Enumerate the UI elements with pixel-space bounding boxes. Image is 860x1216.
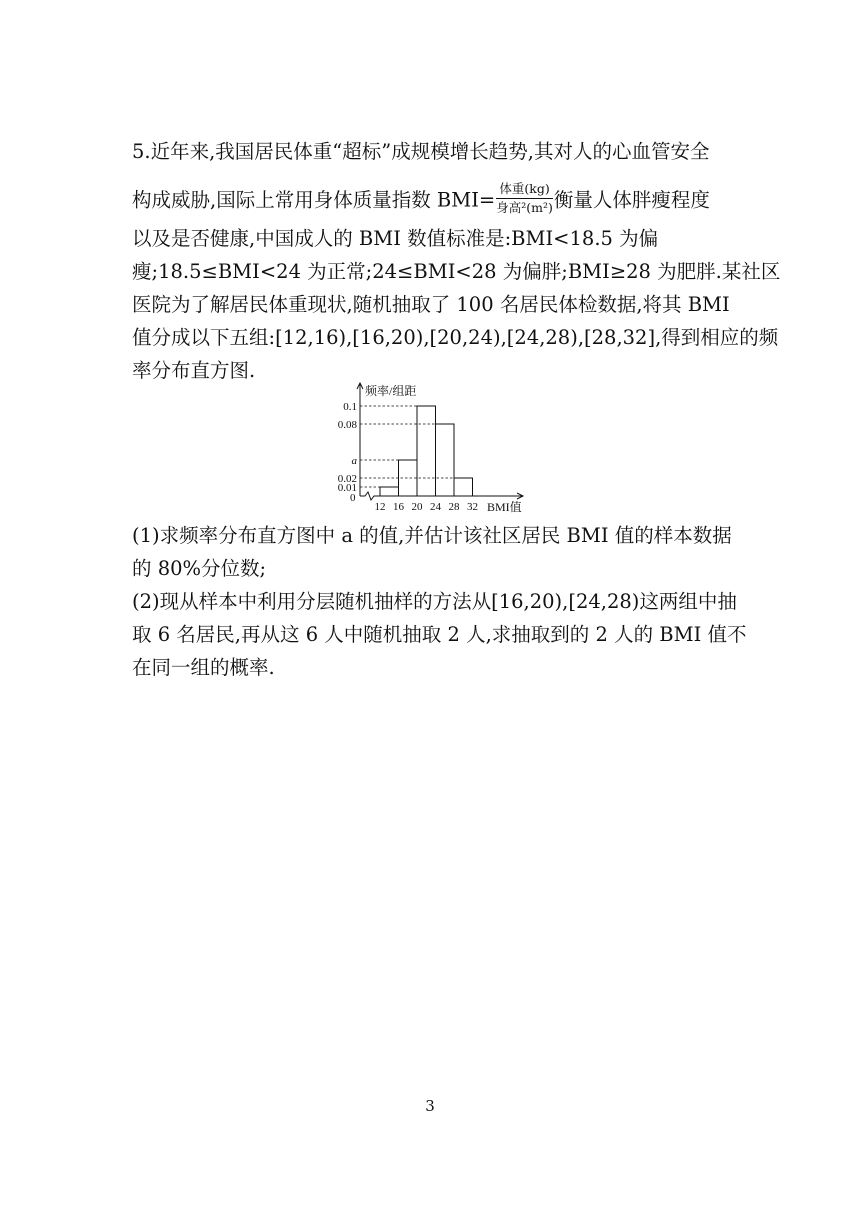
problem-line-6: 值分成以下五组:[12,16),[16,20),[20,24),[24,28),[28,32],得到相应的频	[132, 326, 779, 349]
problem-line-7: 率分布直方图.	[132, 359, 256, 382]
bmi-fraction	[496, 181, 553, 215]
problem-line-1: 5.近年来,我国居民体重“超标”成规模增长趋势,其对人的心血管安全	[132, 140, 710, 163]
question-1-line-2: 的 80%分位数;	[132, 557, 267, 580]
problem-line-5: 医院为了解居民体重现状,随机抽取了 100 名居民体检数据,将其 BMI	[132, 293, 730, 316]
question-2-line-2: 取 6 名居民,再从这 6 人中随机抽取 2 人,求抽取到的 2 人的 BMI 值不	[132, 623, 747, 646]
y-tick-label: 0.01	[337, 482, 357, 494]
problem-line-3: 以及是否健康,中国成人的 BMI 数值标准是:BMI<18.5 为偏	[132, 227, 659, 250]
frequency-histogram	[330, 380, 530, 518]
y-tick-label: 0.02	[337, 473, 357, 485]
bmi-definition-tail: 衡量人体胖瘦程度	[553, 188, 710, 212]
histogram-bar-20-24	[417, 406, 436, 496]
x-tick-label: 28	[448, 501, 460, 513]
chart-bars	[380, 406, 473, 496]
problem-line-2	[132, 181, 710, 218]
y-tick-label: 0.1	[343, 401, 357, 413]
bmi-definition-text: 构成威胁,国际上常用身体质量指数 BMI=	[132, 188, 496, 212]
y-axis-label: 频率/组距	[365, 384, 417, 398]
origin-label: 0	[350, 492, 356, 504]
page-number: 3	[425, 1097, 435, 1115]
fraction-denominator: 身高²(m²)	[496, 199, 553, 215]
histogram-bar-24-28	[436, 424, 455, 496]
x-tick-label: 16	[393, 501, 404, 513]
y-tick-label: a	[351, 455, 357, 467]
x-tick-label: 32	[467, 501, 478, 513]
question-2-line-1: (2)现从样本中利用分层随机抽样的方法从[16,20),[24,28)这两组中抽	[132, 590, 737, 613]
histogram-bar-12-16	[380, 487, 399, 496]
problem-line-4: 瘦;18.5≤BMI<24 为正常;24≤BMI<28 为偏胖;BMI≥28 为肥胖.某社区	[132, 260, 781, 283]
x-tick-label: 12	[374, 501, 386, 513]
x-axis-label: BMI值	[487, 500, 522, 514]
x-tick-label: 20	[411, 501, 423, 513]
question-2-line-3: 在同一组的概率.	[132, 656, 275, 679]
x-tick-label: 24	[430, 501, 441, 513]
question-1-line-1: (1)求频率分布直方图中 a 的值,并估计该社区居民 BMI 值的样本数据	[132, 524, 732, 547]
fraction-numerator: 体重(kg)	[496, 181, 553, 199]
chart-guide-lines	[360, 406, 473, 487]
histogram-bar-28-32	[454, 478, 473, 496]
y-tick-label: 0.08	[337, 419, 357, 431]
chart-axes	[357, 383, 523, 500]
